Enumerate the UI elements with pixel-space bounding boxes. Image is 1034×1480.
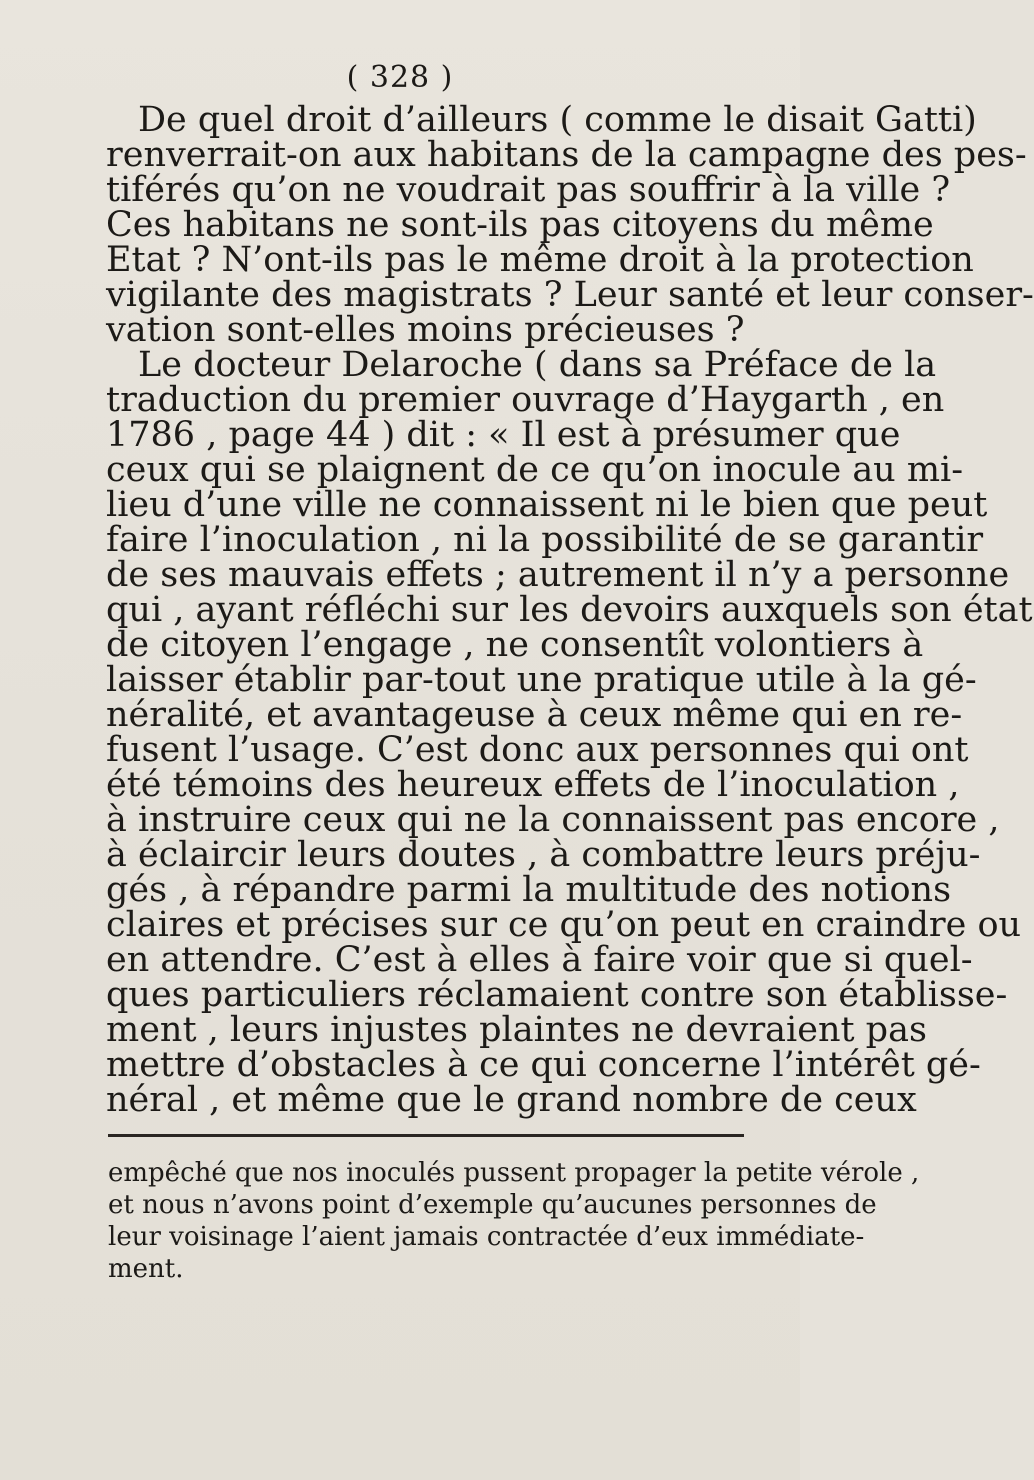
body-line: néralité, et avantageuse à ceux même qui en re- xyxy=(106,695,963,735)
body-line: à instruire ceux qui ne la connaissent pas encore , xyxy=(106,800,1000,840)
body-line: mettre d’obstacles à ce qui concerne l’intérêt gé- xyxy=(106,1045,981,1085)
body-line: 1786 , page 44 ) dit : « Il est à présumer que xyxy=(106,415,901,455)
body-line: lieu d’une ville ne connaissent ni le bien que peut xyxy=(106,485,988,525)
footnote-line: et nous n’avons point d’exemple qu’aucunes personnes de xyxy=(108,1190,877,1220)
body-line: Etat ? N’ont-ils pas le même droit à la protection xyxy=(106,240,974,280)
body-line: gés , à répandre parmi la multitude des notions xyxy=(106,870,952,910)
body-line: faire l’inoculation , ni la possibilité de se garantir xyxy=(106,520,984,560)
body-line: en attendre. C’est à elles à faire voir que si quel- xyxy=(106,940,973,980)
body-line: ment , leurs injustes plaintes ne devraient pas xyxy=(106,1010,927,1050)
footnote-line: empêché que nos inoculés pussent propager la petite vérole , xyxy=(108,1158,920,1188)
body-line: vation sont-elles moins précieuses ? xyxy=(106,310,745,350)
body-line: De quel droit d’ailleurs ( comme le disait Gatti) xyxy=(138,100,977,140)
body-line: vigilante des magistrats ? Leur santé et leur conser- xyxy=(106,275,1034,315)
footnote-rule xyxy=(108,1134,744,1137)
footnote-line: leur voisinage l’aient jamais contractée d’eux immédiate- xyxy=(108,1222,865,1252)
body-line: laisser établir par-tout une pratique utile à la gé- xyxy=(106,660,977,700)
body-line: de citoyen l’engage , ne consentît volontiers à xyxy=(106,625,924,665)
body-line: été témoins des heureux effets de l’inoculation , xyxy=(106,765,960,805)
body-line: tiférés qu’on ne voudrait pas souffrir à la ville ? xyxy=(106,170,951,210)
body-line: ceux qui se plaignent de ce qu’on inocule au mi- xyxy=(106,450,964,490)
body-line: ques particuliers réclamaient contre son établisse- xyxy=(106,975,1008,1015)
body-line: néral , et même que le grand nombre de ceux xyxy=(106,1080,917,1120)
page-number: ( 328 ) xyxy=(346,60,454,95)
body-line: claires et précises sur ce qu’on peut en craindre ou xyxy=(106,905,1022,945)
body-line: traduction du premier ouvrage d’Haygarth , en xyxy=(106,380,945,420)
body-line: qui , ayant réfléchi sur les devoirs auxquels son état xyxy=(106,590,1033,630)
body-line: de ses mauvais effets ; autrement il n’y a personne xyxy=(106,555,1010,595)
body-line: fusent l’usage. C’est donc aux personnes qui ont xyxy=(106,730,969,770)
footnote-line: ment. xyxy=(108,1254,184,1284)
body-line: à éclaircir leurs doutes , à combattre leurs préju- xyxy=(106,835,981,875)
body-line: Le docteur Delaroche ( dans sa Préface de la xyxy=(138,345,937,385)
body-line: renverrait-on aux habitans de la campagne des pes- xyxy=(106,135,1027,175)
body-line: Ces habitans ne sont-ils pas citoyens du même xyxy=(106,205,934,245)
